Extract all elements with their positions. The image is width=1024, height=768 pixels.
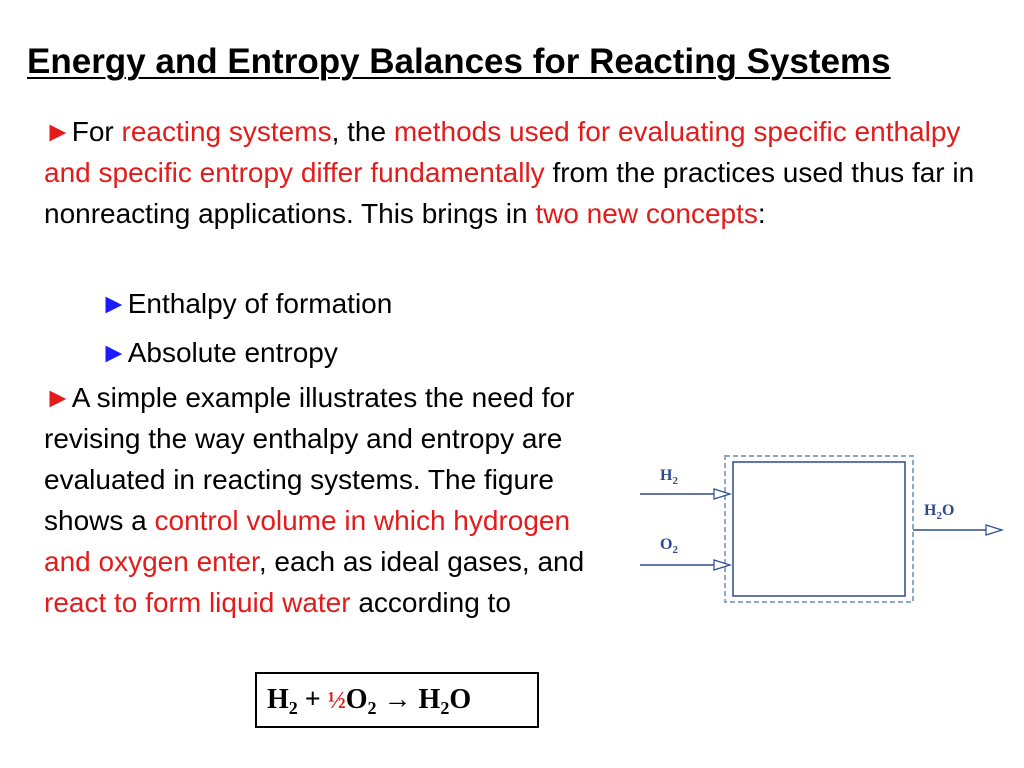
sub-bullet-marker: ►: [100, 288, 128, 319]
inlet-h2-arrowhead: [714, 489, 730, 499]
inlet-o2-arrowhead: [714, 560, 730, 570]
p1-highlight-methods: methods used for evaluating specific enthalpy and specific entropy differ fundamentally: [44, 116, 961, 188]
p2-highlight-control-volume: control volume in which hydrogen and oxygen enter: [44, 505, 571, 577]
paragraph-example: [44, 377, 624, 623]
p2-text-2: , each as ideal gases, and: [258, 546, 585, 577]
half-coefficient: ½: [327, 688, 346, 714]
bullet-marker: ►: [44, 116, 72, 147]
p1-text-3: from the practices used thus far in nonreacting applications. This brings in: [44, 157, 975, 229]
sub-bullet-marker: ►: [100, 337, 128, 368]
inlet-o2-label: $O_2$: [660, 536, 678, 556]
outlet-h2o-label: $H_2O$: [924, 502, 955, 522]
p2-text-3: according to: [350, 587, 511, 618]
slide-title: Energy and Entropy Balances for Reacting Systems: [27, 42, 891, 81]
sub-item-label: Absolute entropy: [127, 337, 338, 368]
outlet-h2o-arrowhead: [986, 525, 1002, 535]
paragraph-intro: [44, 111, 984, 234]
sub-item-label: Enthalpy of formation: [127, 288, 393, 319]
p1-text-2: , the: [331, 116, 394, 147]
control-volume-boundary-outer: [725, 456, 913, 602]
sub-item-absolute-entropy: [100, 332, 338, 373]
control-volume-boundary: [733, 462, 905, 596]
reaction-arrow: →: [376, 684, 419, 715]
bullet-marker: ►: [44, 382, 72, 413]
p1-highlight-reacting-systems: reacting systems: [121, 116, 332, 147]
p1-text-1: For: [71, 116, 122, 147]
p1-text-4: :: [757, 198, 766, 229]
inlet-h2-label: $H_2$: [660, 467, 678, 487]
p2-highlight-liquid-water: react to form liquid water: [44, 587, 351, 618]
p1-highlight-concepts: two new concepts: [535, 198, 758, 229]
control-volume-diagram: [630, 450, 1010, 610]
p2-text-1: A simple example illustrates the need for revising the way enthalpy and entropy are evaluated in reacting systems. The figure shows a: [44, 382, 575, 536]
sub-item-enthalpy-of-formation: [100, 283, 392, 324]
reaction-equation: $H_2$ + $\frac{1}{2}O_2 \to H_2O$: [255, 672, 539, 728]
